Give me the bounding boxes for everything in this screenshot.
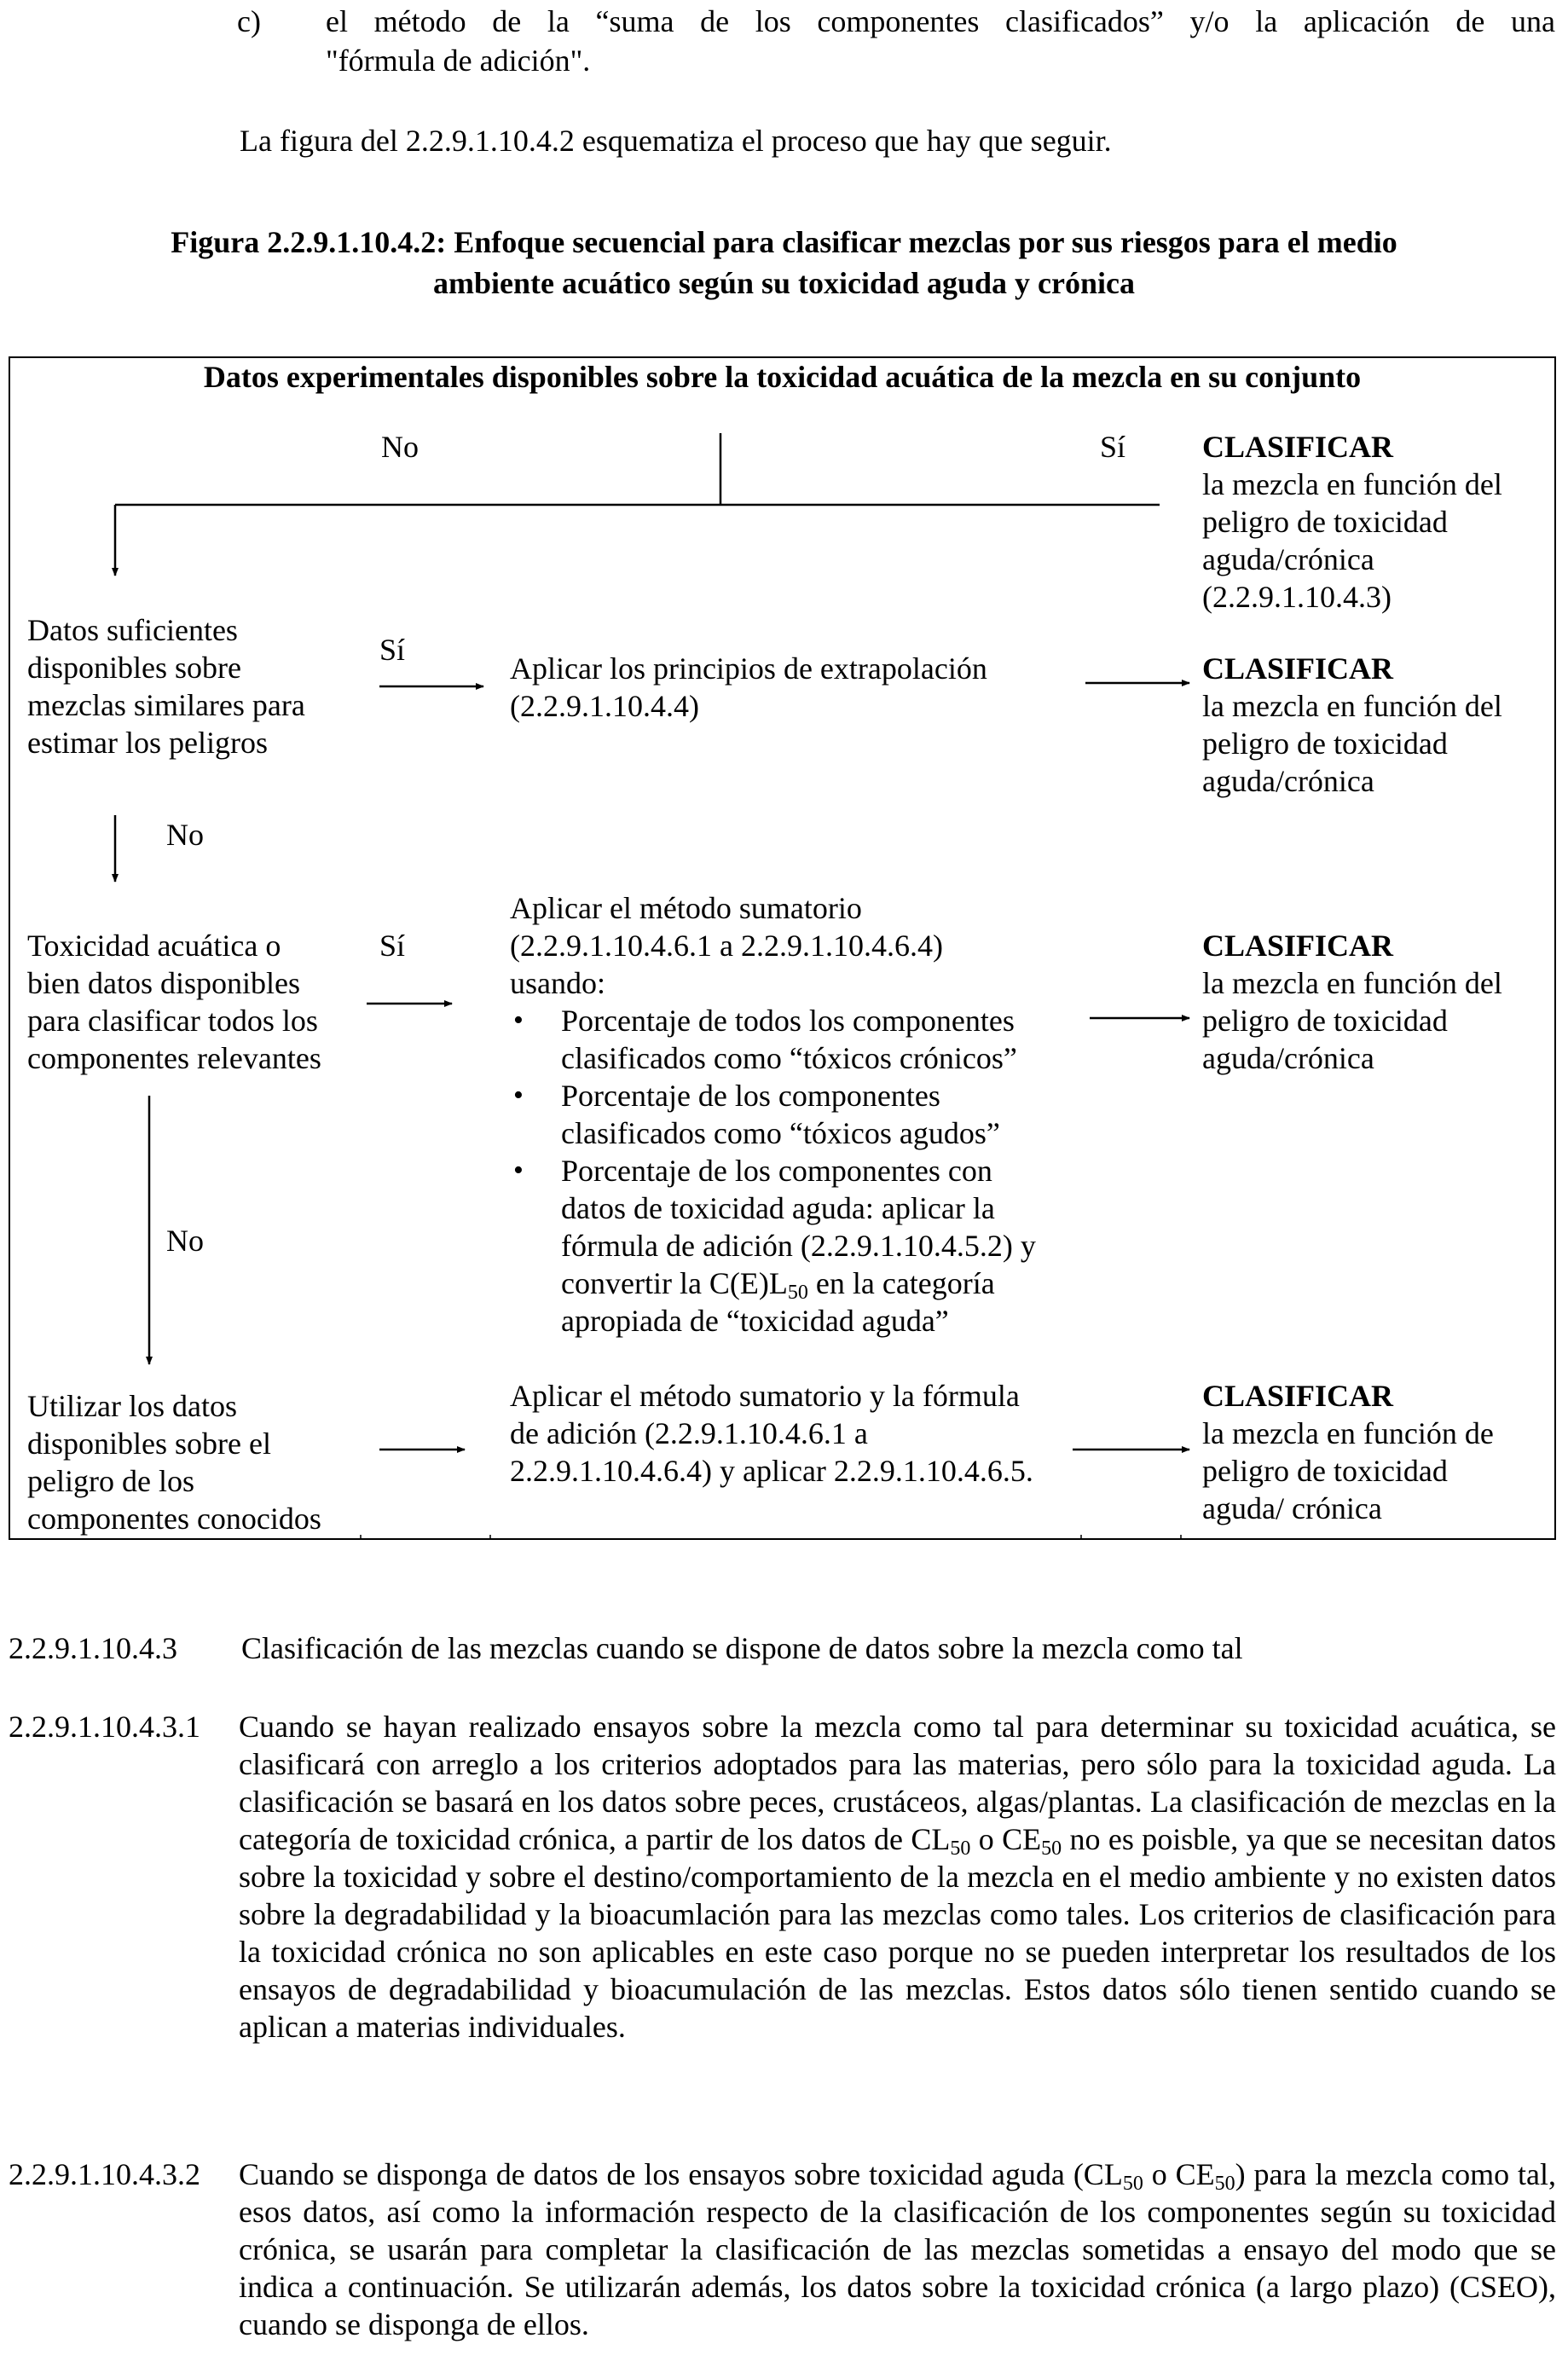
condition-4-line-3: peligro de los: [27, 1464, 194, 1498]
action-3-line-3: usando:: [510, 966, 605, 1000]
result-1-line-3: aguda/crónica: [1202, 542, 1374, 576]
label-yes-step3: Sí: [379, 929, 406, 963]
condition-4-line-2: disponibles sobre el: [27, 1427, 271, 1461]
bullet-acute-components: [510, 1077, 1107, 1152]
figure-caption-title-line-2: ambiente acuático según su toxicidad aguda y crónica: [432, 266, 1136, 300]
result-3-line-3: aguda/crónica: [1202, 1041, 1374, 1075]
condition-component-data: [27, 927, 321, 1077]
result-box-3: [1202, 927, 1502, 1077]
bullet-3-subscript: 50: [787, 1282, 808, 1304]
result-1-line-2: peligro de toxicidad: [1202, 505, 1448, 539]
label-no-top: No: [381, 430, 419, 464]
result-2-line-3: aguda/crónica: [1202, 764, 1374, 798]
label-yes-step2: Sí: [379, 633, 406, 667]
bullet-3-line-4-b: en la categoría: [807, 1266, 995, 1300]
action-extrapolation: [510, 650, 987, 725]
classify-heading-1: CLASIFICAR: [1202, 430, 1394, 464]
bullet-1-line-2: clasificados como “tóxicos crónicos”: [561, 1041, 1017, 1075]
bullet-3-line-4: [561, 1265, 1107, 1302]
condition-2-line-3: mezclas similares para: [27, 688, 305, 722]
action-4-line-3: 2.2.9.1.10.4.6.4) y aplicar 2.2.9.1.10.4.6.5.: [510, 1454, 1033, 1488]
bullet-chronic-components: [510, 1002, 1107, 1077]
paragraph-3-2-sub-2: 50: [1214, 2173, 1235, 2195]
figure-reference-sentence: La figura del 2.2.9.1.10.4.2 esquematiza el proceso que hay que seguir.: [240, 124, 1112, 158]
action-4-line-1: Aplicar el método sumatorio y la fórmula: [510, 1379, 1020, 1413]
condition-4-line-4: componentes conocidos: [27, 1502, 321, 1536]
figure-caption-number: Figura 2.2.9.1.10.4.2:: [171, 225, 447, 259]
result-box-1: [1202, 428, 1502, 616]
condition-3-line-2: bien datos disponibles: [27, 966, 300, 1000]
paragraph-3-1-sub-1: 50: [950, 1837, 971, 1860]
condition-3-line-4: componentes relevantes: [27, 1041, 321, 1075]
bullet-3-line-3: fórmula de adición (2.2.9.1.10.4.5.2) y: [561, 1229, 1036, 1263]
action-summation-addition: [510, 1377, 1033, 1490]
result-1-line-1: la mezcla en función del: [1202, 467, 1502, 501]
result-2-line-1: la mezcla en función del: [1202, 689, 1502, 723]
condition-4-line-1: Utilizar los datos: [27, 1389, 237, 1423]
condition-2-line-2: disponibles sobre: [27, 651, 241, 685]
bullet-1-line-1: • Porcentaje de todos los componentes: [561, 1004, 1015, 1038]
section-number-3: 2.2.9.1.10.4.3: [9, 1631, 177, 1665]
summation-bullet-list: [510, 1002, 1107, 1340]
condition-similar-mixtures: [27, 611, 305, 761]
paragraph-3-1-text-a: Cuando se hayan realizado ensayos sobre la mezcla como tal para determinar su toxicidad acuática, se clasificará con arreglo a los criterios adoptados para las materias, pero sólo para la toxicidad aguda. La clasificación se basará en los datos sobre peces, crustáceos, algas/plantas. La clasificación de mezclas en la categoría de toxicidad crónica, a partir de los datos de CL: [239, 1710, 1556, 1856]
result-3-line-2: peligro de toxicidad: [1202, 1004, 1448, 1038]
bullet-3-line-4-a: convertir la C(E)L: [561, 1266, 788, 1300]
action-2-line-2: (2.2.9.1.10.4.4): [510, 689, 699, 723]
bullet-acute-data-components: [510, 1152, 1107, 1340]
action-3-line-2: (2.2.9.1.10.4.6.1 a 2.2.9.1.10.4.6.4): [510, 929, 943, 963]
list-item-c-line-2: "fórmula de adición".: [326, 43, 591, 78]
label-no-step2: No: [166, 818, 204, 852]
label-yes-top: Sí: [1100, 430, 1126, 464]
paragraph-number-3-2: 2.2.9.1.10.4.3.2: [9, 2157, 200, 2191]
result-box-2: [1202, 650, 1502, 800]
action-3-line-1: Aplicar el método sumatorio: [510, 891, 862, 925]
condition-3-line-1: Toxicidad acuática o: [27, 929, 281, 963]
classify-heading-3: CLASIFICAR: [1202, 929, 1394, 963]
classify-heading-2: CLASIFICAR: [1202, 651, 1394, 686]
result-2-line-2: peligro de toxicidad: [1202, 726, 1448, 761]
action-2-line-1: Aplicar los principios de extrapolación: [510, 651, 987, 686]
list-marker-c: c): [237, 4, 261, 38]
result-3-line-1: la mezcla en función del: [1202, 966, 1502, 1000]
result-4-line-2: peligro de toxicidad: [1202, 1454, 1448, 1488]
result-box-4: [1202, 1377, 1494, 1527]
condition-2-line-1: Datos suficientes: [27, 613, 238, 647]
action-4-line-2: de adición (2.2.9.1.10.4.6.1 a: [510, 1416, 868, 1450]
paragraph-3-1-text-b: o CE: [970, 1822, 1042, 1856]
bullet-2-line-2: clasificados como “tóxicos agudos”: [561, 1116, 1000, 1150]
condition-3-line-3: para clasificar todos los: [27, 1004, 318, 1038]
paragraph-3-1-sub-2: 50: [1041, 1837, 1062, 1860]
bullet-3-line-1: • Porcentaje de los componentes con: [561, 1154, 992, 1188]
bullet-2-line-1: • Porcentaje de los componentes: [561, 1079, 940, 1113]
paragraph-3-1-text-c: no es poisble, ya que se necesitan datos sobre la toxicidad y sobre el destino/comportamiento de la mezcla en el medio ambiente y no existen datos sobre la degradabilidad y la bioacumlación para las mezclas como tales. Los criterios de clasificación para la toxicidad crónica no son aplicables en este caso porque no se pueden interpretar los resultados de los ensayos de degradabilidad y bioacumulación de las mezclas. Estos datos sólo tienen sentido cuando se aplican a materias individuales.: [239, 1822, 1556, 2044]
list-item-c-line-1: el método de la “suma de los componentes clasificados” y/o la aplicación de una: [326, 4, 1555, 38]
paragraph-3-1: [239, 1708, 1556, 2046]
label-no-step3: No: [166, 1224, 204, 1258]
condition-2-line-4: estimar los peligros: [27, 726, 268, 760]
paragraph-3-2: [239, 2156, 1556, 2343]
section-heading-3: Clasificación de las mezclas cuando se dispone de datos sobre la mezcla como tal: [241, 1631, 1243, 1665]
figure-caption-title-line-1: Enfoque secuencial para clasificar mezclas por sus riesgos para el medio: [446, 225, 1397, 259]
bullet-3-line-2: datos de toxicidad aguda: aplicar la: [561, 1191, 995, 1225]
result-4-line-1: la mezcla en función de: [1202, 1416, 1494, 1450]
condition-known-components: [27, 1387, 321, 1537]
result-4-line-3: aguda/ crónica: [1202, 1491, 1382, 1525]
classify-heading-4: CLASIFICAR: [1202, 1379, 1394, 1413]
paragraph-number-3-1: 2.2.9.1.10.4.3.1: [9, 1710, 200, 1744]
flowchart-header: Datos experimentales disponibles sobre la toxicidad acuática de la mezcla en su conjunto: [203, 360, 1362, 394]
paragraph-3-2-text-c: ) para la mezcla como tal, esos datos, así como la información respecto de la clasificación de los componentes según su toxicidad crónica, se usarán para completar la clasificación de las mezclas sometidas a ensayo del modo que se indica a continuación. Se utilizarán además, los datos sobre la toxicidad crónica (a largo plazo) (CSEO), cuando se disponga de ellos.: [239, 2157, 1556, 2341]
paragraph-3-2-text-b: o CE: [1143, 2157, 1215, 2191]
bullet-3-line-5: apropiada de “toxicidad aguda”: [561, 1304, 949, 1338]
paragraph-3-2-text-a: Cuando se disponga de datos de los ensayos sobre toxicidad aguda (CL: [239, 2157, 1123, 2191]
action-summation: [510, 889, 1107, 1340]
result-1-line-4: (2.2.9.1.10.4.3): [1202, 580, 1392, 614]
paragraph-3-2-sub-1: 50: [1122, 2173, 1143, 2195]
